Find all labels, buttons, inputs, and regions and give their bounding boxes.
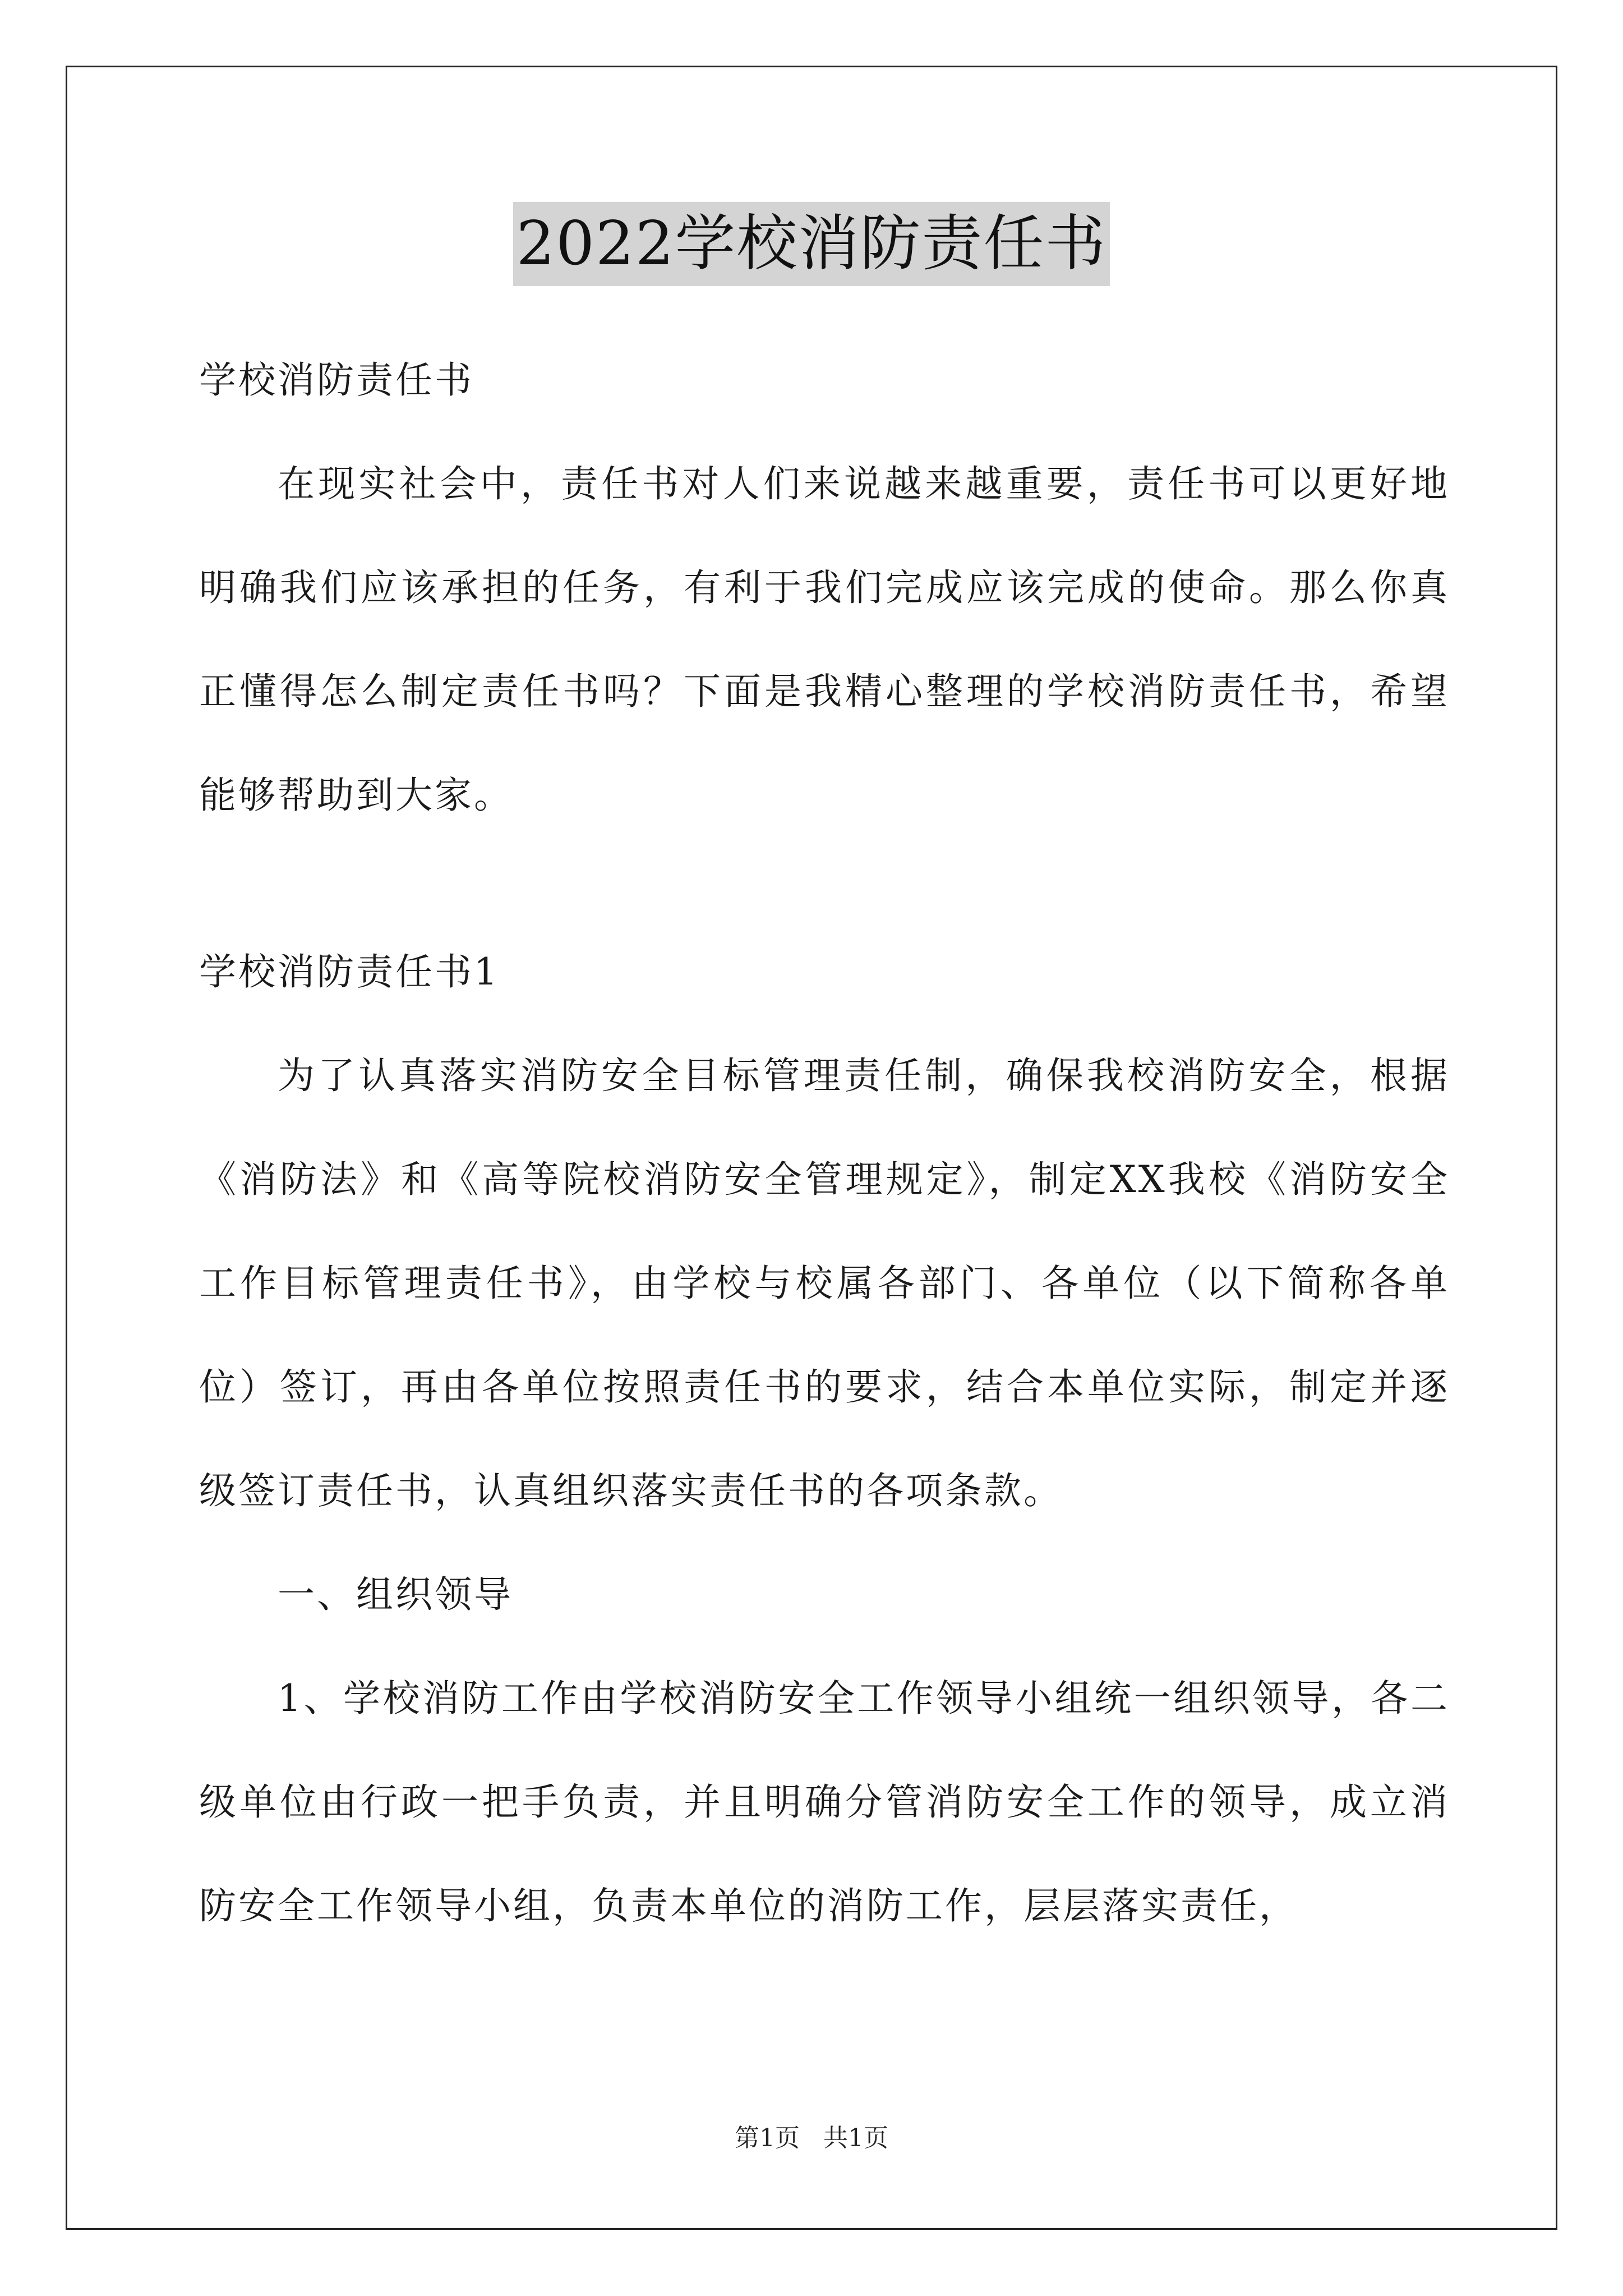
intro-paragraph: 在现实社会中，责任书对人们来说越来越重要，责任书可以更好地明确我们应该承担的任务，有利于我们完成应该完成的使命。那么你真正懂得怎么制定责任书吗？下面是我精心整理的学校消防责任书，希望能够帮助到大家。 bbox=[199, 462, 1450, 817]
document-title: 2022学校消防责任书 bbox=[513, 202, 1110, 286]
subsection-heading-organization: 一、组织领导 bbox=[278, 1573, 513, 1616]
body-paragraph-2: 1、学校消防工作由学校消防安全工作领导小组统一组织领导，各二级单位由行政一把手负责，并且明确分管消防安全工作的领导，成立消防安全工作领导小组，负责本单位的消防工作，层层落实责任， bbox=[199, 1677, 1450, 1927]
section-heading-1: 学校消防责任书1 bbox=[199, 950, 500, 993]
page-number-current: 第1页 bbox=[735, 2124, 800, 2152]
title-container bbox=[0, 202, 1623, 286]
page-footer bbox=[0, 2118, 1623, 2154]
body-paragraph-1: 为了认真落实消防安全目标管理责任制，确保我校消防安全，根据《消防法》和《高等院校消防安全管理规定》，制定XX我校《消防安全工作目标管理责任书》，由学校与校属各部门、各单位（以下简称各单位）签订，再由各单位按照责任书的要求，结合本单位实际，制定并逐级签订责任书，认真组织落实责任书的各项条款。 bbox=[199, 1054, 1450, 1512]
page-number-total: 共1页 bbox=[823, 2124, 888, 2152]
intro-heading: 学校消防责任书 bbox=[199, 358, 474, 402]
